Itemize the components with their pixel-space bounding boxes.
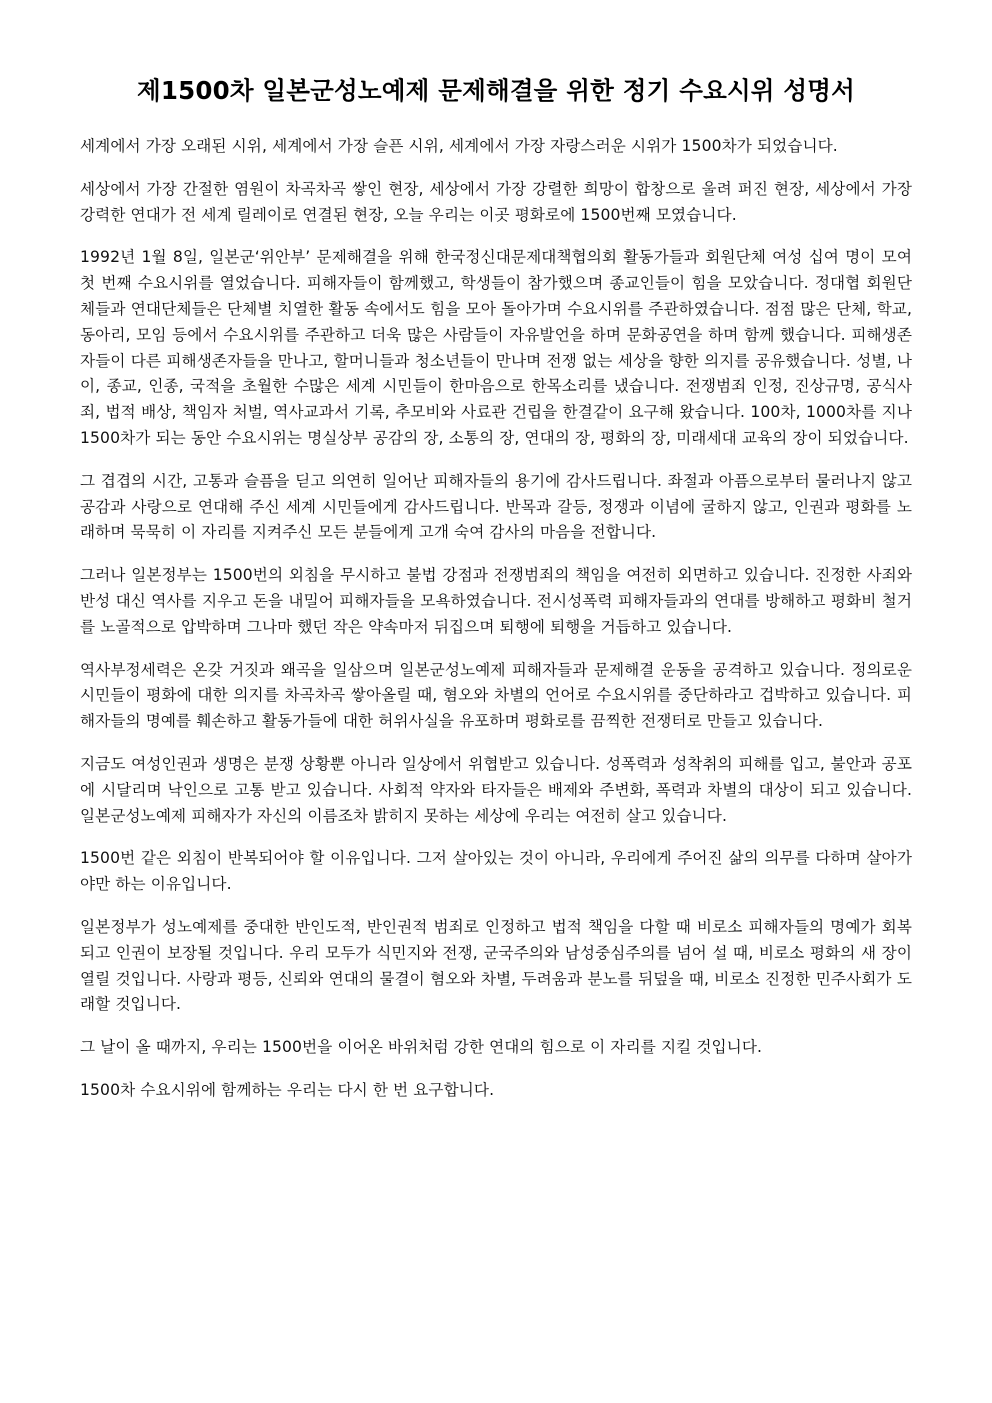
paragraph-japan-government: 그러나 일본정부는 1500번의 외침을 무시하고 불법 강점과 전쟁범죄의 책임을 여전히 외면하고 있습니다. 진정한 사죄와 반성 대신 역사를 지우고 돈을 내밀어 피해자들을 모욕하였습니다. 전시성폭력 피해자들과의 연대를 방해하고 평화비 철거를 노골적으로 압박하며 그나마 했던 작은 약속마저 뒤집으며 퇴행에 퇴행을 거듭하고 있습니다. [80,566,912,636]
paragraph-gathering: 세상에서 가장 간절한 염원이 차곡차곡 쌓인 현장, 세상에서 가장 강렬한 희망이 합창으로 울려 퍼진 현장, 세상에서 가장 강력한 연대가 전 세계 릴레이로 연결된 현장, 오늘 우리는 이곳 평화로에 1500번째 모였습니다. [80,179,912,224]
document-title: 제1500차 일본군성노예제 문제해결을 위한 정기 수요시위 성명서 [136,76,856,105]
paragraph-intro: 세계에서 가장 오래된 시위, 세계에서 가장 슬픈 시위, 세계에서 가장 자랑스러운 시위가 1500차가 되었습니다. [80,137,838,155]
paragraph-gratitude: 그 겹겹의 시간, 고통과 슬픔을 딛고 의연히 일어난 피해자들의 용기에 감사드립니다. 좌절과 아픔으로부터 물러나지 않고 공감과 사랑으로 연대해 주신 세계 시민들에게 감사드립니다. 반목과 갈등, 정쟁과 이념에 굴하지 않고, 인권과 평화를 노래하며 묵묵히 이 자리를 지켜주신 모든 분들에게 고개 숙여 감사의 마음을 전합니다. [80,471,912,542]
paragraph-women-rights: 지금도 여성인권과 생명은 분쟁 상황뿐 아니라 일상에서 위협받고 있습니다. 성폭력과 성착취의 피해를 입고, 불안과 공포에 시달리며 낙인으로 고통 받고 있습니다. 사회적 약자와 타자들은 배제와 주변화, 폭력과 차별의 대상이 되고 있습니다. 일본군성노예제 피해자가 자신의 이름조차 밝히지 못하는 세상에 우리는 여전히 살고 있습니다. [80,754,912,825]
paragraph-solidarity: 그 날이 올 때까지, 우리는 1500번을 이어온 바위처럼 강한 연대의 힘으로 이 자리를 지킬 것입니다. [80,1038,763,1057]
paragraph-demand: 1500차 수요시위에 함께하는 우리는 다시 한 번 요구합니다. [80,1080,495,1099]
paragraph-history: 1992년 1월 8일, 일본군‘위안부’ 문제해결을 위해 한국정신대문제대책협의회 활동가들과 회원단체 여성 십여 명이 모여 첫 번째 수요시위를 열었습니다. 피해자들이 함께했고, 학생들이 참가했으며 종교인들이 힘을 모았습니다. 정대협 회원단체들과 연대단체들은 단체별 치열한 활동 속에서도 힘을 모아 돌아가며 수요시위를 주관하였습니다. 점점 많은 단체, 학교, 동아리, 모임 등에서 수요시위를 주관하고 더욱 많은 사람들이 자유발언을 하며 문화공연을 하며 함께 했습니다. 피해생존자들이 다른 피해생존자들을 만나고, 할머니들과 청소년들이 만나며 전쟁 없는 세상을 향한 의지를 공유했습니다. 성별, 나이, 종교, 인종, 국적을 초월한 수많은 세계 시민들이 한마음으로 한목소리를 냈습니다. 전쟁범죄 인정, 진상규명, 공식사죄, 법적 배상, 책임자 처벌, 역사교과서 기록, 추모비와 사료관 건립을 한결같이 요구해 왔습니다. 100차, 1000차를 지나 1500차가 되는 동안 수요시위는 명실상부 공감의 장, 소통의 장, 연대의 장, 평화의 장, 미래세대 교육의 장이 되었습니다. [80,248,912,447]
paragraph-history-denial: 역사부정세력은 온갖 거짓과 왜곡을 일삼으며 일본군성노예제 피해자들과 문제해결 운동을 공격하고 있습니다. 정의로운 시민들이 평화에 대한 의지를 차곡차곡 쌓아올릴 때, 혐오와 차별의 언어로 수요시위를 중단하라고 겁박하고 있습니다. 피해자들의 명예를 훼손하고 활동가들에 대한 허위사실을 유포하며 평화로를 끔찍한 전쟁터로 만들고 있습니다. [80,660,912,731]
paragraph-reason: 1500번 같은 외침이 반복되어야 할 이유입니다. 그저 살아있는 것이 아니라, 우리에게 주어진 삶의 의무를 다하며 살아가야만 하는 이유입니다. [80,849,912,894]
paragraph-responsibility: 일본정부가 성노예제를 중대한 반인도적, 반인권적 범죄로 인정하고 법적 책임을 다할 때 비로소 피해자들의 명예가 회복되고 인권이 보장될 것입니다. 우리 모두가 식민지와 전쟁, 군국주의와 남성중심주의를 넘어 설 때, 비로소 평화의 새 장이 열릴 것입니다. 사랑과 평등, 신뢰와 연대의 물결이 혐오와 차별, 두려움과 분노를 뒤덮을 때, 비로소 진정한 민주사회가 도래할 것입니다. [80,917,912,1014]
